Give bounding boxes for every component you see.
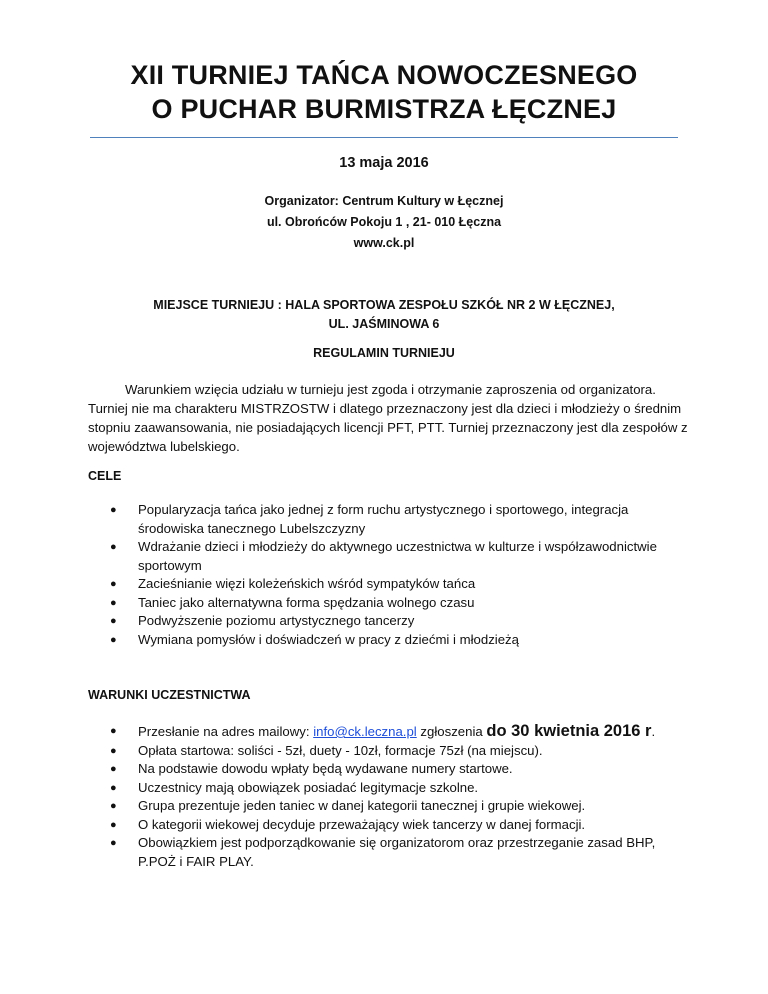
- bullet-icon: ●: [110, 818, 117, 831]
- bullet-icon: ●: [110, 763, 117, 775]
- bullet-icon: ●: [110, 725, 117, 737]
- goals-list: [110, 501, 680, 649]
- list-item: ● Wymiana pomysłów i doświadczeń w pracy z dziećmi i młodzieżą: [110, 631, 680, 650]
- list-item: ● Na podstawie dowodu wpłaty będą wydawane numery startowe.: [110, 760, 680, 779]
- venue-line-2: UL. JAŚMINOWA 6: [328, 317, 440, 331]
- bullet-icon: ●: [110, 837, 117, 849]
- list-item: ● Popularyzacja tańca jako jednej z form ruchu artystycznego i sportowego, integracja środowiska tanecznego Lubelszczyzny: [110, 502, 629, 536]
- event-date: 13 maja 2016: [339, 155, 429, 171]
- bullet-icon: ●: [110, 633, 117, 646]
- list-item: ● Uczestnicy mają obowiązek posiadać legitymacje szkolne.: [110, 779, 680, 798]
- venue-block: [0, 296, 768, 334]
- list-item: ● Obowiązkiem jest podporządkowanie się organizatorom oraz przestrzeganie zasad BHP, P.POŻ i FAIR PLAY.: [110, 835, 656, 869]
- bullet-icon: ●: [110, 596, 117, 609]
- title-divider: [90, 137, 678, 138]
- bullet-icon: ●: [110, 541, 117, 553]
- list-item: ● Zacieśnianie więzi koleżeńskich wśród sympatyków tańca: [110, 575, 680, 594]
- list-item: ● Taniec jako alternatywna forma spędzania wolnego czasu: [110, 594, 680, 613]
- list-item: ● Grupa prezentuje jeden taniec w danej kategorii tanecznej i grupie wiekowej.: [110, 797, 680, 816]
- bullet-icon: ●: [110, 578, 117, 590]
- organizer-block: [0, 191, 768, 254]
- title-line-1: XII TURNIEJ TAŃCA NOWOCZESNEGO: [130, 60, 638, 90]
- list-item: ● Przesłanie na adres mailowy: info@ck.leczna.pl zgłoszenia do 30 kwietnia 2016 r.: [110, 722, 656, 740]
- list-item: ● Wdrażanie dzieci i młodzieży do aktywnego uczestnictwa w kulturze i współzawodnictwie sportowym: [110, 539, 657, 573]
- organizer-name: Organizator: Centrum Kultury w Łęcznej: [264, 194, 504, 208]
- bullet-icon: ●: [110, 800, 117, 812]
- bullet-icon: ●: [110, 781, 117, 794]
- list-item: ● Podwyższenie poziomu artystycznego tancerzy: [110, 612, 680, 631]
- bullet-icon: ●: [110, 615, 117, 627]
- list-item: ● O kategorii wiekowej decyduje przeważający wiek tancerzy w danej formacji.: [110, 816, 680, 835]
- deadline-text: do 30 kwietnia 2016 r: [486, 722, 652, 740]
- conditions-list: [110, 722, 680, 871]
- bullet-icon: ●: [110, 504, 117, 516]
- conditions-heading: WARUNKI UCZESTNICTWA: [88, 688, 251, 702]
- list-item: ● Opłata startowa: soliści - 5zł, duety - 10zł, formacje 75zł (na miejscu).: [110, 742, 680, 761]
- document-title: [0, 58, 768, 126]
- title-line-2: O PUCHAR BURMISTRZA ŁĘCZNEJ: [151, 94, 617, 124]
- venue-line-1: MIEJSCE TURNIEJU : HALA SPORTOWA ZESPOŁU SZKÓŁ NR 2 W ŁĘCZNEJ,: [153, 298, 615, 312]
- intro-paragraph: Warunkiem wzięcia udziału w turnieju jest zgoda i otrzymanie zaproszenia od organizatora. Turniej nie ma charakteru MISTRZOSTW i dlatego przeznaczony jest dla dzieci i młodzieży o średnim stopniu zaawansowania, nie posiadających licencji PFT, PTT. Turniej przeznaczony jest dla zespołów z województwa lubelskiego.: [88, 382, 688, 454]
- organizer-website: www.ck.pl: [353, 236, 415, 250]
- bullet-icon: ●: [110, 744, 117, 757]
- goals-heading: CELE: [88, 469, 122, 483]
- email-link[interactable]: info@ck.leczna.pl: [313, 724, 417, 739]
- regulations-heading: REGULAMIN TURNIEJU: [313, 346, 455, 360]
- organizer-address: ul. Obrońców Pokoju 1 , 21- 010 Łęczna: [266, 215, 502, 229]
